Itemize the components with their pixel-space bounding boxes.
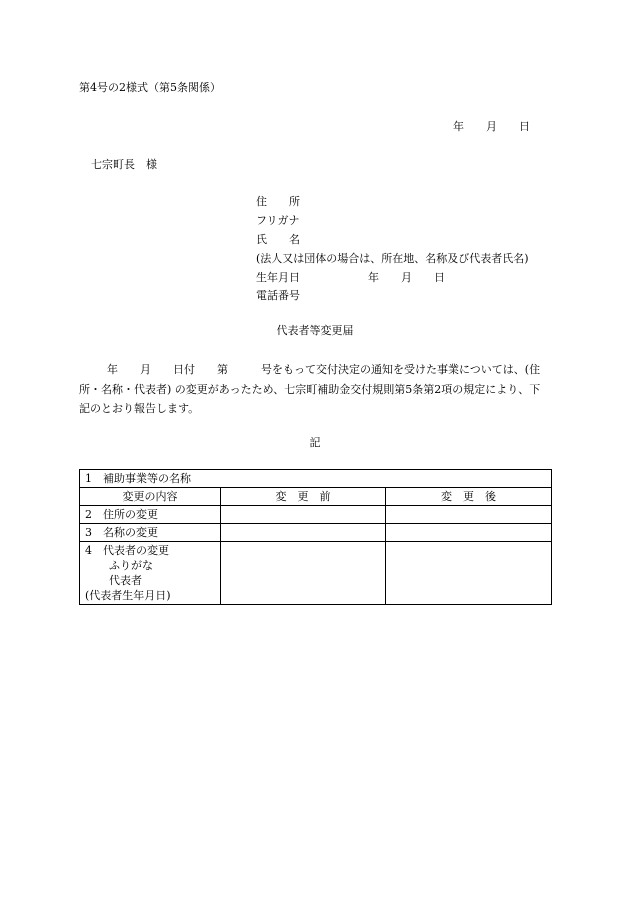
applicant-corporate-note-row bbox=[256, 249, 529, 268]
body-paragraph bbox=[79, 360, 551, 419]
applicant-name-row bbox=[256, 231, 529, 250]
table-row bbox=[80, 524, 552, 542]
name-change-label: 3 名称の変更 bbox=[80, 524, 221, 542]
header-content: 変更の内容 bbox=[80, 488, 221, 506]
rep-line: (代表者生年月日) bbox=[85, 589, 171, 602]
applicant-block bbox=[256, 193, 529, 306]
field-label: 生年月日 bbox=[256, 270, 300, 284]
representative-change-label bbox=[80, 542, 221, 605]
after-cell bbox=[386, 506, 552, 524]
field-label: フリガナ bbox=[256, 214, 300, 228]
table-header-row bbox=[80, 488, 552, 506]
before-cell bbox=[221, 542, 386, 605]
header-after: 変 更 後 bbox=[386, 488, 552, 506]
before-cell bbox=[221, 506, 386, 524]
after-cell bbox=[386, 542, 552, 605]
header-before: 変 更 前 bbox=[221, 488, 386, 506]
ki-heading: 記 bbox=[309, 436, 321, 449]
field-label: 住 所 bbox=[256, 195, 300, 209]
table-row bbox=[80, 506, 552, 524]
address-change-label: 2 住所の変更 bbox=[80, 506, 221, 524]
rep-line: 4 代表者の変更 bbox=[85, 544, 169, 557]
table-row bbox=[80, 542, 552, 605]
field-value: 年 月 日 bbox=[368, 270, 445, 284]
form-number: 第4号の2様式（第5条関係） bbox=[79, 81, 221, 94]
applicant-birthdate-row bbox=[256, 268, 529, 287]
field-note: (法人又は団体の場合は、所在地、名称及び代表者氏名) bbox=[256, 251, 529, 265]
change-table bbox=[79, 469, 552, 605]
applicant-phone-row bbox=[256, 287, 529, 306]
after-cell bbox=[386, 524, 552, 542]
table-row bbox=[80, 470, 552, 488]
before-cell bbox=[221, 524, 386, 542]
rep-line: ふりがな bbox=[109, 559, 153, 572]
field-label: 電話番号 bbox=[256, 289, 300, 303]
recipient: 七宗町長 様 bbox=[91, 158, 157, 171]
project-name-cell: 1 補助事業等の名称 bbox=[80, 470, 552, 488]
field-label: 氏 名 bbox=[256, 232, 300, 246]
applicant-furigana-row bbox=[256, 212, 529, 231]
body-text: 年 月 日付 第 号をもって交付決定の通知を受けた事業については、(住所・名称・代表者) の変更があったため、七宗町補助金交付規則第5条第2項の規定により、下記のとおり報告します。 bbox=[79, 363, 541, 415]
document-title: 代表者等変更届 bbox=[276, 324, 354, 337]
applicant-address-row bbox=[256, 193, 529, 212]
rep-line: 代表者 bbox=[109, 574, 142, 587]
submission-date: 年 月 日 bbox=[453, 120, 530, 133]
